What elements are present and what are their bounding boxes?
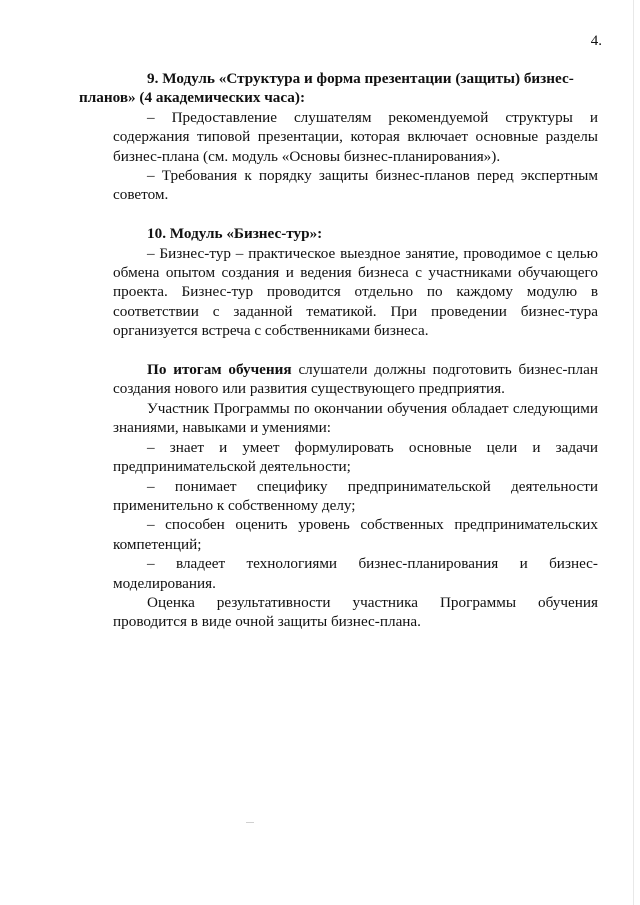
- page-number: 4.: [590, 33, 602, 49]
- module-9-heading-line1: 9. Модуль «Структура и форма презентации (защиты) бизнес-: [147, 70, 574, 87]
- results-lead: [113, 360, 598, 399]
- module-10-heading: [113, 224, 598, 243]
- module-9-item-2: – Требования к порядку защиты бизнес-планов перед экспертным советом.: [113, 167, 598, 204]
- skill-item: – знает и умеет формулировать основные цели и задачи предпринимательской деятельности;: [113, 438, 598, 476]
- document-body: [79, 69, 598, 632]
- results-intro: Участник Программы по окончании обучения обладает следующими знаниями, навыками и умениями:: [113, 399, 598, 437]
- module-10-heading-text: 10. Модуль «Бизнес-тур»:: [147, 225, 323, 243]
- results-lead-rest: слушатели должны подготовить бизнес-план создания нового или развития существующего предприятия.: [113, 361, 598, 398]
- skill-item: – владеет технологиями бизнес-планирования и бизнес-моделирования.: [113, 555, 598, 592]
- module-9-section: [79, 69, 598, 205]
- module-10-section: [113, 224, 598, 340]
- module-9-heading-line2: планов» (4 академических часа):: [79, 89, 306, 107]
- skill-item: – понимает специфику предпринимательской деятельности применительно к собственному делу;: [113, 477, 598, 514]
- spacer: [113, 205, 598, 224]
- scan-edge-line: [633, 0, 634, 905]
- module-10-item-1: – Бизнес-тур – практическое выездное занятие, проводимое с целью обмена опытом создания и ведения бизнеса с участниками обучающего проекта. Бизнес-тур проводится отдельно по каждому модулю в соответствии с заданной тематикой. При проведении бизнес-тура организуется встреча с собственниками бизнеса.: [113, 244, 598, 340]
- assessment-paragraph: Оценка результативности участника Программы обучения проводится в виде очной защиты бизнес-плана.: [113, 593, 598, 631]
- module-9-heading: [79, 69, 598, 108]
- results-lead-bold: По итогам обучения: [147, 361, 292, 379]
- spacer: [113, 341, 598, 360]
- scan-speck: [246, 822, 254, 823]
- skill-item: – способен оценить уровень собственных предпринимательских компетенций;: [113, 516, 598, 553]
- results-section: [113, 360, 598, 632]
- module-9-item-1: – Предоставление слушателям рекомендуемой структуры и содержания типовой презентации, которая включает основные разделы бизнес-плана (см. модуль «Основы бизнес-планирования»).: [113, 108, 598, 165]
